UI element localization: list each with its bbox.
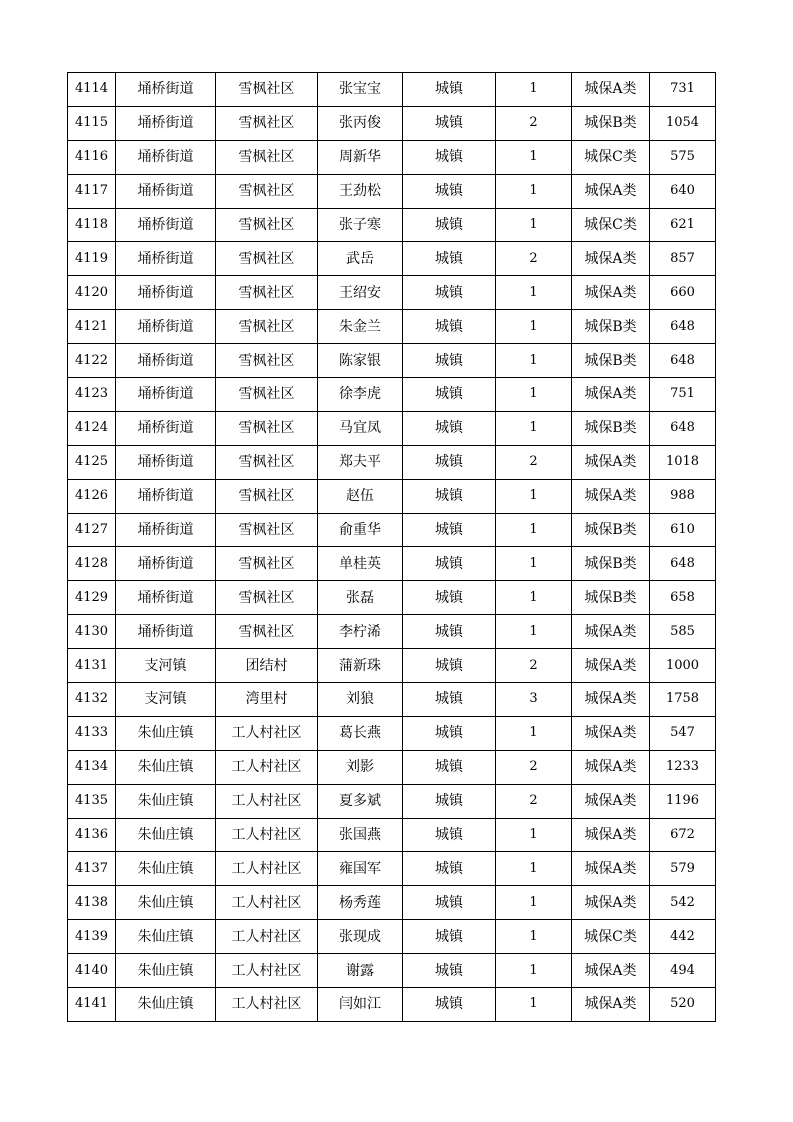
cell-assistance-category: 城保C类 [572, 140, 650, 174]
table-row [68, 513, 716, 547]
cell-row-number: 4120 [68, 276, 116, 310]
table-row [68, 954, 716, 988]
cell-community: 工人村社区 [216, 716, 318, 750]
cell-township: 埇桥街道 [116, 208, 216, 242]
cell-community: 工人村社区 [216, 988, 318, 1022]
cell-township: 埇桥街道 [116, 445, 216, 479]
cell-assistance-category: 城保B类 [572, 411, 650, 445]
cell-household-size: 1 [496, 208, 572, 242]
cell-row-number: 4125 [68, 445, 116, 479]
cell-household-size: 1 [496, 852, 572, 886]
cell-community: 工人村社区 [216, 784, 318, 818]
cell-amount: 1018 [650, 445, 716, 479]
table-row [68, 242, 716, 276]
cell-township: 埇桥街道 [116, 140, 216, 174]
cell-person-name: 郑夫平 [318, 445, 403, 479]
cell-row-number: 4138 [68, 886, 116, 920]
cell-amount: 988 [650, 479, 716, 513]
cell-person-name: 谢露 [318, 954, 403, 988]
cell-amount: 575 [650, 140, 716, 174]
cell-person-name: 张子寒 [318, 208, 403, 242]
cell-assistance-category: 城保B类 [572, 344, 650, 378]
cell-community: 雪枫社区 [216, 479, 318, 513]
cell-household-size: 2 [496, 649, 572, 683]
table-row [68, 411, 716, 445]
table-row [68, 920, 716, 954]
cell-amount: 648 [650, 344, 716, 378]
cell-amount: 751 [650, 378, 716, 412]
cell-household-size: 1 [496, 479, 572, 513]
cell-amount: 1758 [650, 683, 716, 717]
cell-row-number: 4128 [68, 547, 116, 581]
cell-person-name: 李柠浠 [318, 615, 403, 649]
cell-area-type: 城镇 [403, 954, 496, 988]
cell-amount: 658 [650, 581, 716, 615]
cell-amount: 857 [650, 242, 716, 276]
cell-assistance-category: 城保A类 [572, 649, 650, 683]
cell-row-number: 4124 [68, 411, 116, 445]
cell-person-name: 张丙俊 [318, 106, 403, 140]
cell-area-type: 城镇 [403, 411, 496, 445]
cell-household-size: 1 [496, 716, 572, 750]
cell-township: 埇桥街道 [116, 615, 216, 649]
table-row [68, 988, 716, 1022]
table-row [68, 581, 716, 615]
cell-person-name: 王绍安 [318, 276, 403, 310]
cell-amount: 579 [650, 852, 716, 886]
cell-amount: 648 [650, 547, 716, 581]
cell-area-type: 城镇 [403, 310, 496, 344]
cell-township: 支河镇 [116, 649, 216, 683]
cell-person-name: 刘狼 [318, 683, 403, 717]
cell-row-number: 4121 [68, 310, 116, 344]
cell-household-size: 2 [496, 242, 572, 276]
cell-person-name: 张国燕 [318, 818, 403, 852]
cell-community: 雪枫社区 [216, 615, 318, 649]
cell-amount: 1196 [650, 784, 716, 818]
table-row [68, 174, 716, 208]
cell-township: 埇桥街道 [116, 242, 216, 276]
table-row [68, 750, 716, 784]
cell-assistance-category: 城保B类 [572, 513, 650, 547]
cell-household-size: 1 [496, 920, 572, 954]
cell-row-number: 4141 [68, 988, 116, 1022]
cell-person-name: 陈家银 [318, 344, 403, 378]
cell-amount: 648 [650, 310, 716, 344]
cell-row-number: 4139 [68, 920, 116, 954]
cell-community: 工人村社区 [216, 852, 318, 886]
cell-person-name: 武岳 [318, 242, 403, 276]
cell-row-number: 4127 [68, 513, 116, 547]
cell-area-type: 城镇 [403, 784, 496, 818]
cell-community: 雪枫社区 [216, 445, 318, 479]
cell-household-size: 1 [496, 615, 572, 649]
cell-assistance-category: 城保B类 [572, 310, 650, 344]
cell-community: 雪枫社区 [216, 581, 318, 615]
cell-amount: 1233 [650, 750, 716, 784]
cell-person-name: 刘影 [318, 750, 403, 784]
cell-person-name: 张宝宝 [318, 73, 403, 107]
table-row [68, 818, 716, 852]
cell-township: 埇桥街道 [116, 276, 216, 310]
cell-township: 埇桥街道 [116, 513, 216, 547]
cell-assistance-category: 城保A类 [572, 242, 650, 276]
cell-township: 朱仙庄镇 [116, 852, 216, 886]
cell-person-name: 徐李虎 [318, 378, 403, 412]
cell-area-type: 城镇 [403, 683, 496, 717]
table-row [68, 106, 716, 140]
table-row [68, 140, 716, 174]
cell-person-name: 雍国军 [318, 852, 403, 886]
cell-township: 埇桥街道 [116, 73, 216, 107]
cell-amount: 1000 [650, 649, 716, 683]
cell-township: 朱仙庄镇 [116, 988, 216, 1022]
cell-household-size: 1 [496, 310, 572, 344]
cell-household-size: 1 [496, 140, 572, 174]
cell-household-size: 1 [496, 954, 572, 988]
table-row [68, 73, 716, 107]
cell-row-number: 4126 [68, 479, 116, 513]
cell-assistance-category: 城保A类 [572, 988, 650, 1022]
cell-row-number: 4137 [68, 852, 116, 886]
cell-person-name: 蒲新珠 [318, 649, 403, 683]
table-row [68, 886, 716, 920]
cell-area-type: 城镇 [403, 920, 496, 954]
cell-row-number: 4135 [68, 784, 116, 818]
cell-assistance-category: 城保A类 [572, 852, 650, 886]
cell-row-number: 4122 [68, 344, 116, 378]
cell-community: 工人村社区 [216, 750, 318, 784]
cell-assistance-category: 城保B类 [572, 547, 650, 581]
cell-community: 雪枫社区 [216, 208, 318, 242]
cell-assistance-category: 城保A类 [572, 378, 650, 412]
cell-row-number: 4134 [68, 750, 116, 784]
cell-row-number: 4130 [68, 615, 116, 649]
cell-assistance-category: 城保C类 [572, 208, 650, 242]
table-row [68, 716, 716, 750]
cell-community: 雪枫社区 [216, 140, 318, 174]
cell-area-type: 城镇 [403, 547, 496, 581]
cell-household-size: 1 [496, 547, 572, 581]
cell-household-size: 1 [496, 818, 572, 852]
cell-community: 团结村 [216, 649, 318, 683]
cell-person-name: 赵伍 [318, 479, 403, 513]
cell-township: 朱仙庄镇 [116, 784, 216, 818]
cell-assistance-category: 城保A类 [572, 615, 650, 649]
cell-area-type: 城镇 [403, 750, 496, 784]
cell-amount: 494 [650, 954, 716, 988]
cell-township: 埇桥街道 [116, 344, 216, 378]
cell-township: 朱仙庄镇 [116, 750, 216, 784]
cell-township: 埇桥街道 [116, 547, 216, 581]
cell-area-type: 城镇 [403, 716, 496, 750]
cell-assistance-category: 城保A类 [572, 276, 650, 310]
cell-amount: 547 [650, 716, 716, 750]
cell-amount: 520 [650, 988, 716, 1022]
cell-household-size: 2 [496, 445, 572, 479]
cell-area-type: 城镇 [403, 852, 496, 886]
cell-assistance-category: 城保B类 [572, 581, 650, 615]
cell-household-size: 1 [496, 73, 572, 107]
cell-assistance-category: 城保A类 [572, 479, 650, 513]
cell-area-type: 城镇 [403, 615, 496, 649]
cell-township: 埇桥街道 [116, 581, 216, 615]
cell-row-number: 4131 [68, 649, 116, 683]
cell-row-number: 4118 [68, 208, 116, 242]
cell-area-type: 城镇 [403, 581, 496, 615]
table-row [68, 310, 716, 344]
cell-amount: 640 [650, 174, 716, 208]
cell-amount: 621 [650, 208, 716, 242]
cell-assistance-category: 城保A类 [572, 886, 650, 920]
cell-person-name: 杨秀莲 [318, 886, 403, 920]
cell-person-name: 王劲松 [318, 174, 403, 208]
cell-assistance-category: 城保C类 [572, 920, 650, 954]
cell-row-number: 4136 [68, 818, 116, 852]
table-row [68, 378, 716, 412]
cell-township: 朱仙庄镇 [116, 920, 216, 954]
cell-area-type: 城镇 [403, 378, 496, 412]
cell-amount: 610 [650, 513, 716, 547]
cell-community: 湾里村 [216, 683, 318, 717]
cell-community: 工人村社区 [216, 886, 318, 920]
cell-township: 埇桥街道 [116, 174, 216, 208]
cell-amount: 731 [650, 73, 716, 107]
table-row [68, 784, 716, 818]
cell-row-number: 4114 [68, 73, 116, 107]
table-row [68, 208, 716, 242]
cell-row-number: 4140 [68, 954, 116, 988]
cell-area-type: 城镇 [403, 886, 496, 920]
cell-area-type: 城镇 [403, 73, 496, 107]
table-row [68, 479, 716, 513]
cell-community: 雪枫社区 [216, 310, 318, 344]
cell-community: 雪枫社区 [216, 411, 318, 445]
cell-row-number: 4115 [68, 106, 116, 140]
cell-community: 雪枫社区 [216, 378, 318, 412]
cell-amount: 1054 [650, 106, 716, 140]
cell-household-size: 2 [496, 106, 572, 140]
cell-row-number: 4123 [68, 378, 116, 412]
cell-area-type: 城镇 [403, 242, 496, 276]
cell-amount: 648 [650, 411, 716, 445]
cell-township: 朱仙庄镇 [116, 954, 216, 988]
cell-row-number: 4132 [68, 683, 116, 717]
cell-person-name: 周新华 [318, 140, 403, 174]
table-row [68, 445, 716, 479]
cell-assistance-category: 城保B类 [572, 106, 650, 140]
cell-community: 工人村社区 [216, 818, 318, 852]
table-row [68, 649, 716, 683]
cell-person-name: 张磊 [318, 581, 403, 615]
cell-assistance-category: 城保A类 [572, 716, 650, 750]
cell-area-type: 城镇 [403, 140, 496, 174]
cell-township: 朱仙庄镇 [116, 818, 216, 852]
cell-person-name: 夏多斌 [318, 784, 403, 818]
roster-table [67, 72, 716, 1022]
cell-person-name: 朱金兰 [318, 310, 403, 344]
cell-person-name: 马宜凤 [318, 411, 403, 445]
roster-table-body [68, 73, 716, 1022]
cell-community: 雪枫社区 [216, 73, 318, 107]
cell-area-type: 城镇 [403, 344, 496, 378]
cell-community: 工人村社区 [216, 920, 318, 954]
cell-household-size: 1 [496, 988, 572, 1022]
cell-row-number: 4129 [68, 581, 116, 615]
cell-area-type: 城镇 [403, 988, 496, 1022]
cell-area-type: 城镇 [403, 208, 496, 242]
cell-township: 朱仙庄镇 [116, 886, 216, 920]
cell-township: 埇桥街道 [116, 411, 216, 445]
cell-row-number: 4119 [68, 242, 116, 276]
cell-assistance-category: 城保A类 [572, 954, 650, 988]
cell-community: 雪枫社区 [216, 547, 318, 581]
cell-person-name: 单桂英 [318, 547, 403, 581]
cell-household-size: 2 [496, 750, 572, 784]
cell-community: 雪枫社区 [216, 106, 318, 140]
cell-community: 工人村社区 [216, 954, 318, 988]
cell-row-number: 4133 [68, 716, 116, 750]
cell-amount: 585 [650, 615, 716, 649]
cell-assistance-category: 城保A类 [572, 73, 650, 107]
cell-community: 雪枫社区 [216, 513, 318, 547]
cell-household-size: 1 [496, 581, 572, 615]
cell-amount: 442 [650, 920, 716, 954]
cell-area-type: 城镇 [403, 276, 496, 310]
cell-area-type: 城镇 [403, 513, 496, 547]
table-row [68, 276, 716, 310]
table-row [68, 683, 716, 717]
cell-township: 支河镇 [116, 683, 216, 717]
cell-township: 朱仙庄镇 [116, 716, 216, 750]
cell-assistance-category: 城保A类 [572, 445, 650, 479]
cell-township: 埇桥街道 [116, 479, 216, 513]
table-row [68, 547, 716, 581]
cell-person-name: 葛长燕 [318, 716, 403, 750]
cell-assistance-category: 城保A类 [572, 683, 650, 717]
cell-community: 雪枫社区 [216, 276, 318, 310]
table-row [68, 615, 716, 649]
cell-person-name: 闫如江 [318, 988, 403, 1022]
cell-household-size: 2 [496, 784, 572, 818]
cell-row-number: 4116 [68, 140, 116, 174]
cell-household-size: 1 [496, 378, 572, 412]
cell-assistance-category: 城保A类 [572, 174, 650, 208]
cell-household-size: 1 [496, 174, 572, 208]
cell-household-size: 1 [496, 344, 572, 378]
cell-person-name: 张现成 [318, 920, 403, 954]
table-row [68, 344, 716, 378]
cell-township: 埇桥街道 [116, 106, 216, 140]
cell-area-type: 城镇 [403, 479, 496, 513]
cell-amount: 542 [650, 886, 716, 920]
cell-area-type: 城镇 [403, 445, 496, 479]
cell-assistance-category: 城保A类 [572, 750, 650, 784]
table-row [68, 852, 716, 886]
cell-household-size: 1 [496, 886, 572, 920]
cell-household-size: 1 [496, 513, 572, 547]
cell-person-name: 俞重华 [318, 513, 403, 547]
cell-amount: 672 [650, 818, 716, 852]
cell-household-size: 3 [496, 683, 572, 717]
cell-assistance-category: 城保A类 [572, 784, 650, 818]
cell-community: 雪枫社区 [216, 174, 318, 208]
cell-household-size: 1 [496, 411, 572, 445]
cell-amount: 660 [650, 276, 716, 310]
cell-township: 埇桥街道 [116, 310, 216, 344]
cell-household-size: 1 [496, 276, 572, 310]
cell-area-type: 城镇 [403, 174, 496, 208]
cell-area-type: 城镇 [403, 649, 496, 683]
cell-row-number: 4117 [68, 174, 116, 208]
cell-community: 雪枫社区 [216, 344, 318, 378]
cell-township: 埇桥街道 [116, 378, 216, 412]
cell-community: 雪枫社区 [216, 242, 318, 276]
cell-area-type: 城镇 [403, 818, 496, 852]
cell-assistance-category: 城保A类 [572, 818, 650, 852]
cell-area-type: 城镇 [403, 106, 496, 140]
